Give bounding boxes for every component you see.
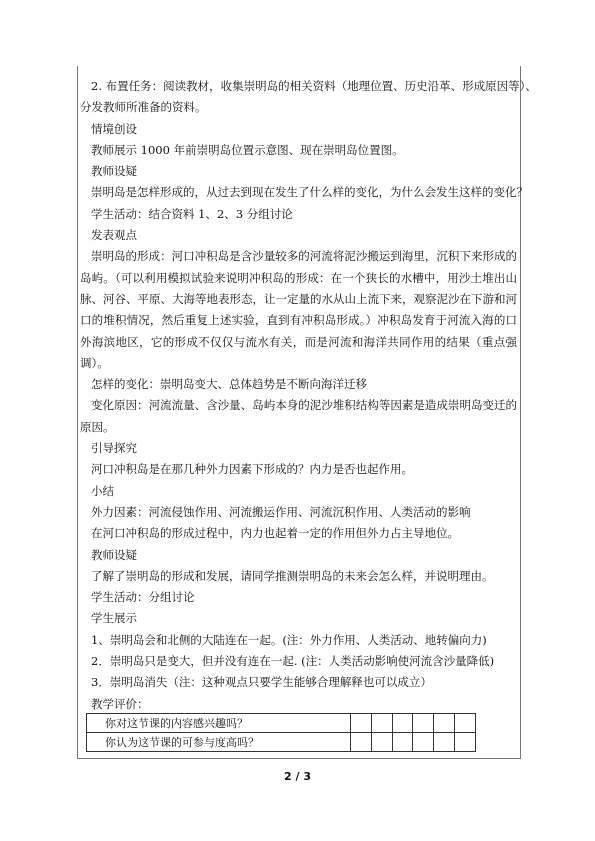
section-heading: 情境创设 [91,121,137,136]
rating-checkbox[interactable] [413,733,434,752]
evaluation-table [86,713,476,752]
rating-checkbox[interactable] [392,733,413,752]
rating-checkbox[interactable] [455,714,476,733]
table-row [87,714,476,733]
task-line-cont: 分发教师所准备的资料。 [80,100,207,115]
text-line: 河口冲积岛是在那几种外力因素下形成的？内力是否也起作用。 [91,462,413,477]
text-line: 学生活动：结合资料 1、2、3 分组讨论 [91,206,293,221]
text-line: 在河口冲积岛的形成过程中，内力也起着一定的作用但外力占主导地位。 [91,526,459,541]
list-item: 2．崇明岛只是变大，但并没有连在一起. (注：人类活动影响使河流含沙量降低) [91,654,495,669]
rating-checkbox[interactable] [350,714,371,733]
rating-checkbox[interactable] [392,714,413,733]
rating-checkbox[interactable] [371,733,392,752]
rating-checkbox[interactable] [371,714,392,733]
table-cell-question: 你认为这节课的可参与度高吗？ [87,733,351,752]
task-line: 2. 布置任务：阅读教材，收集崇明岛的相关资料（地理位置、历史沿革、形成原因等）、 [91,79,537,93]
document-body [80,76,537,715]
section-heading: 教师设疑 [91,164,137,179]
page-border-bottom [77,758,521,759]
text-line: 了解了崇明岛的形成和发展，请同学推测崇明岛的未来会怎么样，并说明理由。 [91,568,494,583]
rating-checkbox[interactable] [434,714,455,733]
rating-checkbox[interactable] [455,733,476,752]
page-number: 2 / 3 [284,770,311,783]
table-cell-question: 你对这节课的内容感兴趣吗？ [87,714,351,733]
rating-checkbox[interactable] [413,714,434,733]
text-line: 怎样的变化：崇明岛变大、总体趋势是不断向海洋迁移 [91,377,367,392]
section-heading: 学生展示 [91,611,137,626]
list-item: 3．崇明岛消失（注：这种观点只要学生能够合理解释也可以成立） [91,675,432,690]
section-heading: 小结 [91,483,114,498]
text-line: 外力因素：河流侵蚀作用、河流搬运作用、河流沉积作用、人类活动的影响 [91,504,471,519]
table-row [87,733,476,752]
rating-checkbox[interactable] [350,733,371,752]
section-heading: 引导探究 [91,441,137,456]
section-heading: 发表观点 [91,228,137,243]
page-border-left [77,66,78,758]
section-heading: 教师设疑 [91,547,137,562]
list-item: 1、崇明岛会和北侧的大陆连在一起。(注：外力作用、人类活动、地转偏向力) [91,632,487,647]
page-border-right [520,66,521,758]
section-heading: 教学评价： [91,696,149,711]
text-line: 崇明岛是怎样形成的，从过去到现在发生了什么样的变化，为什么会发生这样的变化？ [91,185,528,200]
text-line: 学生活动：分组讨论 [91,590,195,605]
formation-paragraph: 崇明岛的形成：河口冲积岛是含沙量较多的河流将泥沙搬运到海里，沉积下来形成的岛屿。（可以利用模拟试验来说明冲积岛的形成：在一个狭长的水槽中，用沙土堆出山脉、河谷、平原、大海等地表形态，让一定量的水从山上流下来，观察泥沙在下游和河口的堆积情况，然后重复上述实验，直到有冲积岛形成。）冲积岛发育于河流入海的口外海滨地区，它的形成不仅仅与流水有关，而是河流和海洋共同作用的结果（重点强调）。 [80,249,517,370]
text-line: 教师展示 1000 年前崇明岛位置示意图、现在崇明岛位置图。 [91,142,404,157]
rating-checkbox[interactable] [434,733,455,752]
cause-paragraph: 变化原因：河流流量、含沙量、岛屿本身的泥沙堆积结构等因素是造成崇明岛变迁的原因。 [80,398,517,434]
